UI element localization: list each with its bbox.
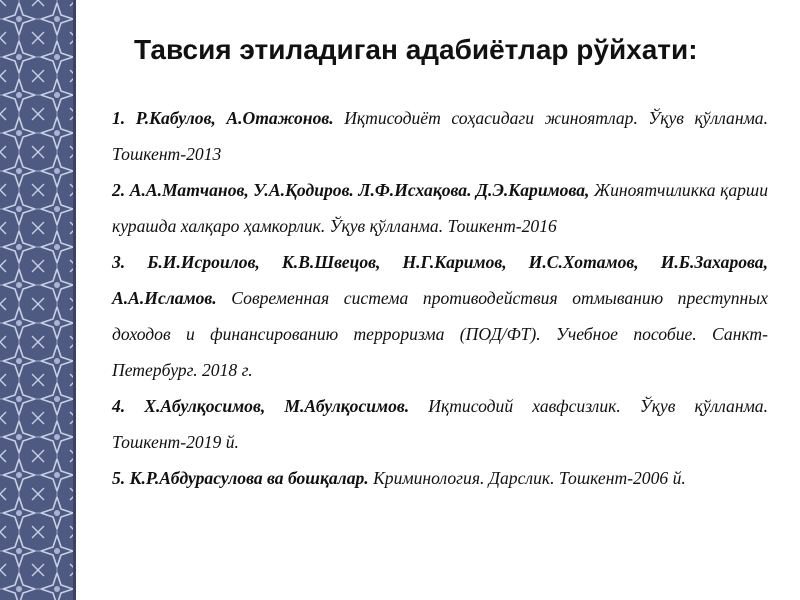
geometric-pattern-icon [0,0,76,600]
reference-work: Иқтисодиёт соҳасидаги жиноятлар. Ўқув қўлланма. Тошкент-2013 [112,108,768,164]
list-item [112,460,768,496]
content-area [112,0,768,600]
page-title: Тавсия этиладиган адабиётлар рўйхати: [134,34,698,65]
reference-authors: 4. Х.Абулқосимов, М.Абулқосимов. [112,396,410,416]
list-item [112,388,768,460]
decorative-ornament-border [0,0,76,600]
list-item [112,100,768,172]
list-item [112,172,768,244]
reference-list [112,100,768,496]
reference-work: Современная система противодействия отмыванию преступных доходов и финансированию терроризма (ПОД/ФТ). Учебное пособие. Санкт-Петербург. 2018 г. [112,288,768,380]
reference-authors: 5. К.Р.Абдурасулова ва бошқалар. [112,468,369,488]
reference-authors: 3. Б.И.Исроилов, К.В.Швецов, Н.Г.Каримов, И.С.Хотамов, И.Б.Захарова, А.А.Исламов. [112,252,768,308]
reference-work: Криминология. Дарслик. Тошкент-2006 й. [373,468,686,488]
reference-work: Жиноятчиликка қарши курашда халқаро ҳамкорлик. Ўқув қўлланма. Тошкент-2016 [112,180,768,236]
list-item [112,244,768,388]
reference-authors: 1. Р.Кабулов, А.Отажонов. [112,108,334,128]
reference-work: Иқтисодий хавфсизлик. Ўқув қўлланма. Тошкент-2019 й. [112,396,769,452]
reference-authors: 2. А.А.Матчанов, У.А.Қодиров. Л.Ф.Исхақова. Д.Э.Каримова, [112,180,590,200]
